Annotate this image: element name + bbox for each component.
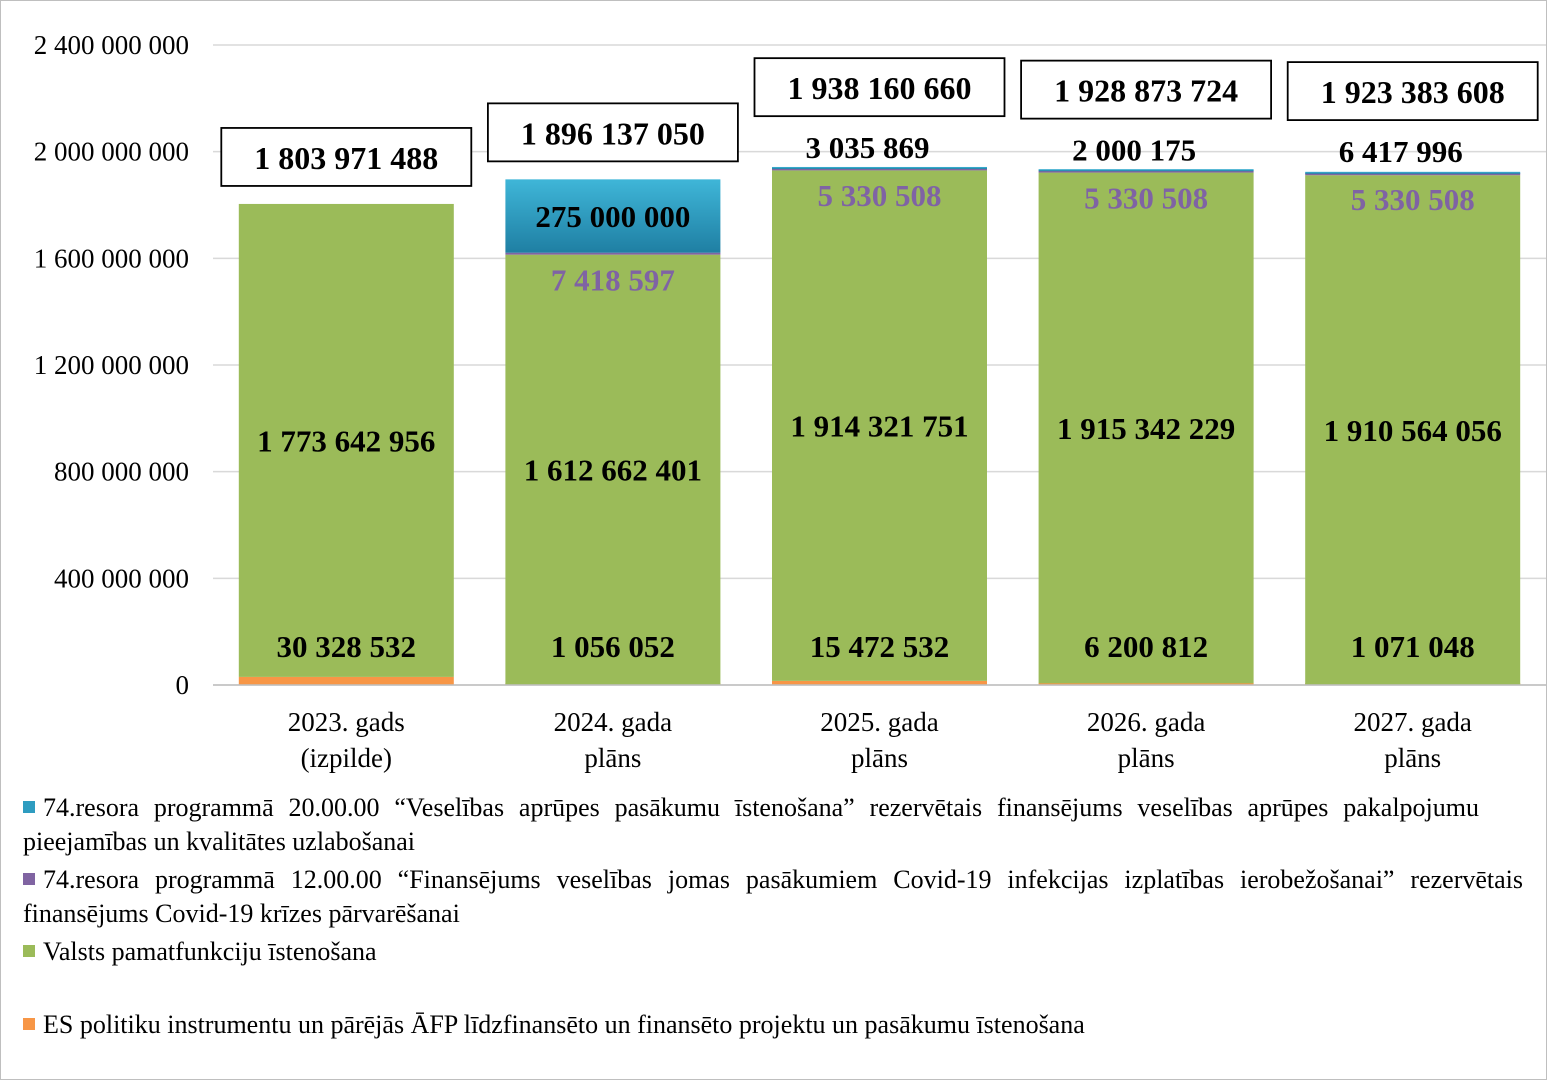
legend-text-purple: 74.resora programmā 12.00.00 “Finansējums veselības jomas pasākumiem Covid-19 infekcijas izplatības ierobežošanai” rezervētais finansējums Covid-19 krīzes pārvarēšanai [23, 865, 1523, 928]
total-label: 1 923 383 608 [1320, 74, 1505, 111]
y-tick-label: 1 600 000 000 [33, 243, 189, 274]
bar-segment [239, 677, 454, 685]
legend-swatch-green [23, 945, 35, 957]
bar-segment [1305, 172, 1520, 174]
total-label: 1 928 873 724 [1054, 72, 1239, 109]
bar-segment [772, 167, 987, 169]
bar-segment [505, 253, 720, 255]
x-tick-label: plāns [584, 743, 642, 773]
y-axis [34, 30, 189, 700]
legend-swatch-blue [23, 801, 35, 813]
data-label-veseliba: 275 000 000 [535, 199, 691, 235]
data-label-pamatfunkcijas: 1 612 662 401 [523, 452, 703, 488]
x-tick-label: 2023. gads [287, 707, 405, 737]
legend-item-blue [23, 791, 1479, 859]
x-tick-label: plāns [1117, 743, 1175, 773]
x-tick-label: 2025. gada [820, 707, 939, 737]
data-label-pamatfunkcijas: 1 910 564 056 [1323, 412, 1502, 448]
legend-swatch-purple [23, 873, 35, 885]
y-tick-label: 2 000 000 000 [33, 136, 189, 167]
legend-item-green [23, 935, 1523, 969]
data-label-veseliba: 6 417 996 [1338, 134, 1463, 170]
y-tick-label: 1 200 000 000 [33, 350, 189, 380]
legend-text-blue: 74.resora programmā 20.00.00 “Veselības aprūpes pasākumu īstenošana” rezervētais finansējums veselības aprūpes pakalpojumu pieejamības un kvalitātes uzlabošanai [23, 793, 1479, 856]
y-tick-label: 0 [175, 670, 189, 700]
data-label-covid: 5 330 508 [817, 178, 942, 214]
bar-segment [1039, 169, 1254, 171]
data-label-es: 1 056 052 [550, 629, 675, 664]
data-label-es: 6 200 812 [1084, 629, 1209, 664]
x-tick-label: 2024. gada [553, 707, 673, 737]
total-label: 1 803 971 488 [254, 139, 439, 176]
data-label-es: 30 328 532 [276, 629, 417, 664]
data-label-pamatfunkcijas: 1 773 642 956 [257, 423, 436, 459]
data-label-pamatfunkcijas: 1 914 321 751 [790, 408, 969, 444]
legend-item-purple [23, 863, 1523, 931]
data-label-veseliba: 2 000 175 [1072, 132, 1197, 168]
y-tick-label: 400 000 000 [54, 563, 189, 594]
legend-item-orange [23, 1008, 1523, 1042]
data-label-es: 1 071 048 [1350, 629, 1475, 664]
data-label-covid: 5 330 508 [1084, 180, 1209, 216]
legend-text-green: Valsts pamatfunkciju īstenošana [43, 937, 377, 966]
x-tick-label: 2026. gada [1086, 707, 1206, 737]
x-tick-label: plāns [1384, 743, 1442, 773]
x-tick-label: 2027. gada [1353, 707, 1472, 737]
y-tick-label: 800 000 000 [54, 456, 189, 487]
x-tick-label: (izpilde) [300, 743, 393, 773]
total-label: 1 896 137 050 [520, 115, 705, 152]
x-tick-label: plāns [851, 743, 908, 773]
legend-swatch-orange [23, 1018, 35, 1030]
data-label-es: 15 472 532 [809, 629, 950, 664]
data-label-covid: 7 418 597 [550, 262, 675, 298]
data-label-veseliba: 3 035 869 [805, 130, 930, 166]
y-tick-label: 2 400 000 000 [33, 30, 189, 60]
x-axis [213, 685, 1546, 773]
data-label-pamatfunkcijas: 1 915 342 229 [1056, 410, 1236, 446]
stacked-bar-chart [1, 1, 1547, 791]
data-label-covid: 5 330 508 [1350, 182, 1475, 218]
total-label: 1 938 160 660 [787, 70, 972, 107]
legend-text-orange: ES politiku instrumentu un pārējās ĀFP līdzfinansēto un finansēto projektu un pasākumu īstenošana [43, 1010, 1085, 1039]
